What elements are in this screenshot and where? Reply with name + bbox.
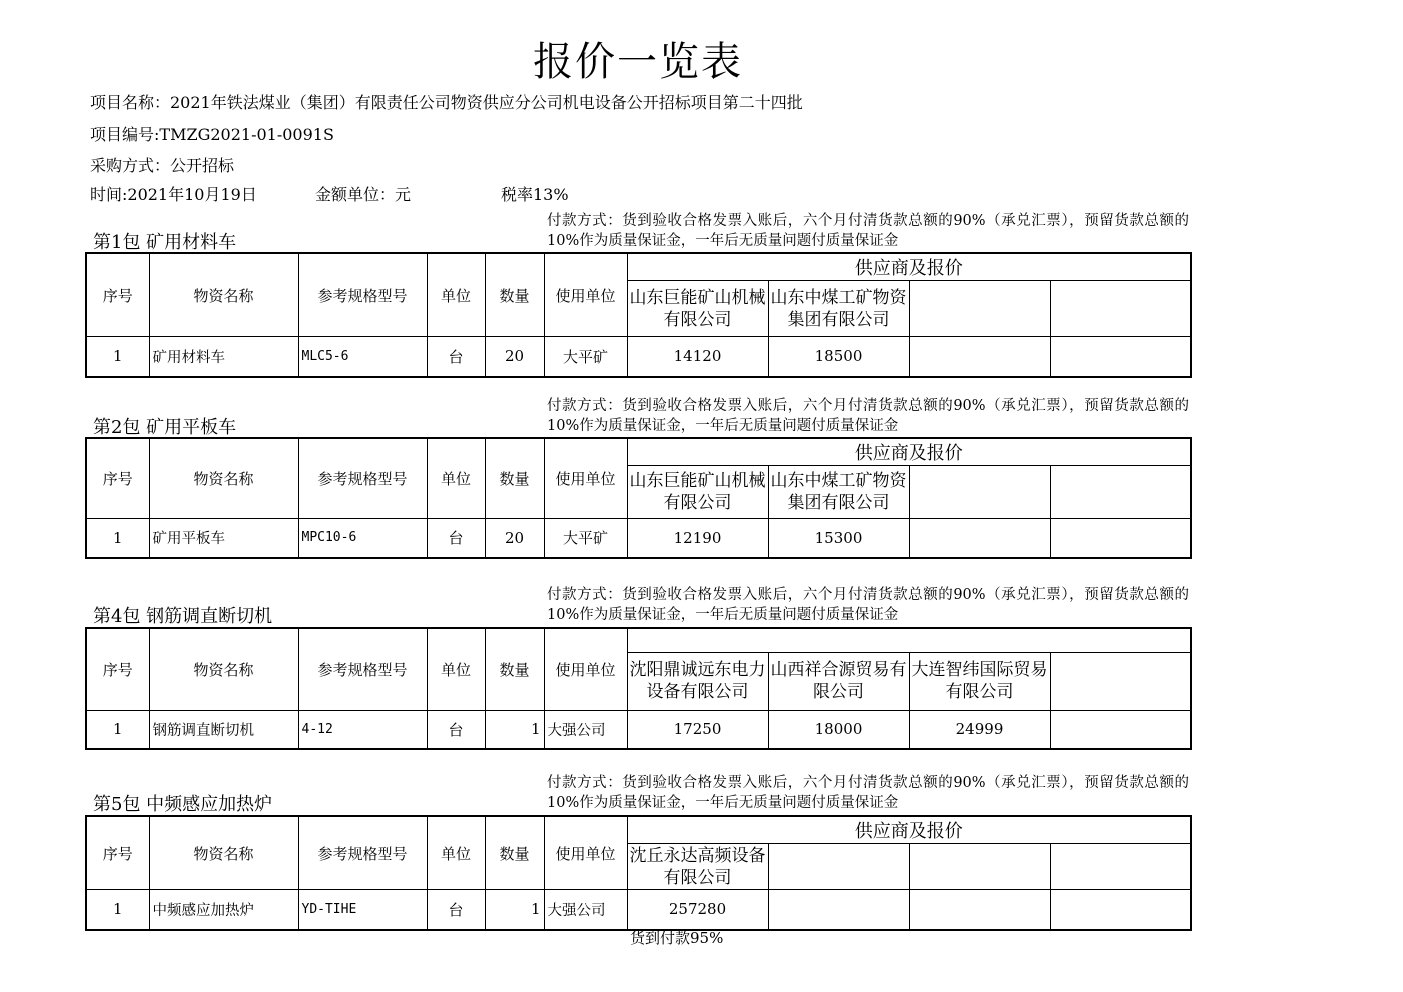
package-title: 第4包 钢筋调直断切机 (93, 606, 273, 627)
project-number: 项目编号:TMZG2021-01-0091S (90, 125, 334, 144)
cell-spec: MLC5-6 (298, 337, 427, 377)
cell-seq: 1 (86, 519, 149, 558)
supplier-name (1050, 466, 1191, 519)
header-name: 物资名称 (149, 438, 298, 519)
meta-row (90, 182, 569, 205)
cell-user: 大强公司 (544, 890, 627, 930)
header-user: 使用单位 (544, 253, 627, 337)
cell-unit: 台 (427, 337, 485, 377)
cell-unit: 台 (427, 519, 485, 558)
supplier-name: 沈丘永达高频设备有限公司 (627, 844, 768, 890)
footer-note: 货到付款95% (630, 929, 724, 947)
header-name: 物资名称 (149, 253, 298, 337)
currency-unit: 金额单位：元 (315, 185, 412, 204)
payment-terms: 付款方式：货到验收合格发票入账后，六个月付清货款总额的90%（承兑汇票），预留货款总额的10%作为质量保证金，一年后无质量问题付质量保证金 (547, 587, 1189, 623)
payment-terms: 付款方式：货到验收合格发票入账后，六个月付清货款总额的90%（承兑汇票），预留货款总额的10%作为质量保证金，一年后无质量问题付质量保证金 (547, 213, 1189, 249)
supplier-name (1050, 281, 1191, 337)
supplier-name: 沈阳鼎诚远东电力设备有限公司 (627, 652, 768, 710)
supplier-name (1050, 652, 1191, 710)
supplier-header: 供应商及报价 (627, 816, 1191, 844)
quote-table (85, 437, 1192, 559)
cell-spec: YD-TIHE (298, 890, 427, 930)
header-qty: 数量 (485, 253, 544, 337)
cell-name: 矿用平板车 (149, 519, 298, 558)
cell-name: 矿用材料车 (149, 337, 298, 377)
supplier-name: 山东中煤工矿物资集团有限公司 (768, 281, 909, 337)
cell-qty: 20 (485, 519, 544, 558)
header-spec: 参考规格型号 (298, 816, 427, 890)
header-user: 使用单位 (544, 628, 627, 710)
payment-terms: 付款方式：货到验收合格发票入账后，六个月付清货款总额的90%（承兑汇票），预留货款总额的10%作为质量保证金，一年后无质量问题付质量保证金 (547, 398, 1189, 434)
header-unit: 单位 (427, 438, 485, 519)
header-user: 使用单位 (544, 438, 627, 519)
supplier-name: 山东巨能矿山机械有限公司 (627, 466, 768, 519)
header-name: 物资名称 (149, 628, 298, 710)
header-seq: 序号 (86, 438, 149, 519)
cell-spec: 4-12 (298, 710, 427, 749)
table-row (86, 890, 1191, 930)
supplier-name: 山东巨能矿山机械有限公司 (627, 281, 768, 337)
cell-price (1050, 337, 1191, 377)
supplier-name (768, 844, 909, 890)
header-qty: 数量 (485, 816, 544, 890)
cell-price: 257280 (627, 890, 768, 930)
cell-seq: 1 (86, 710, 149, 749)
cell-price (768, 890, 909, 930)
cell-seq: 1 (86, 890, 149, 930)
cell-price: 12190 (627, 519, 768, 558)
tax-rate: 税率13% (501, 185, 569, 204)
cell-price: 14120 (627, 337, 768, 377)
header-seq: 序号 (86, 816, 149, 890)
cell-price: 18000 (768, 710, 909, 749)
header-name: 物资名称 (149, 816, 298, 890)
supplier-header: 供应商及报价 (627, 438, 1191, 466)
cell-user: 大平矿 (544, 519, 627, 558)
supplier-name (909, 844, 1050, 890)
cell-seq: 1 (86, 337, 149, 377)
package-title: 第1包 矿用材料车 (93, 232, 237, 253)
cell-name: 钢筋调直断切机 (149, 710, 298, 749)
cell-price (1050, 890, 1191, 930)
cell-unit: 台 (427, 890, 485, 930)
cell-price (1050, 710, 1191, 749)
cell-user: 大平矿 (544, 337, 627, 377)
header-user: 使用单位 (544, 816, 627, 890)
supplier-name: 山东中煤工矿物资集团有限公司 (768, 466, 909, 519)
supplier-header: 供应商及报价 (627, 253, 1191, 281)
header-seq: 序号 (86, 628, 149, 710)
header-spec: 参考规格型号 (298, 628, 427, 710)
quote-table (85, 815, 1192, 931)
cell-price: 17250 (627, 710, 768, 749)
supplier-name (909, 466, 1050, 519)
cell-price: 15300 (768, 519, 909, 558)
cell-qty: 1 (485, 710, 544, 749)
cell-price (1050, 519, 1191, 558)
quote-table (85, 627, 1192, 750)
supplier-name (1050, 844, 1191, 890)
cell-price: 18500 (768, 337, 909, 377)
cell-price (909, 337, 1050, 377)
project-name: 项目名称：2021年铁法煤业（集团）有限责任公司物资供应分公司机电设备公开招标项目第二十四批 (90, 93, 803, 112)
table-row (86, 519, 1191, 558)
supplier-name: 山西祥合源贸易有限公司 (768, 652, 909, 710)
header-seq: 序号 (86, 253, 149, 337)
cell-price: 24999 (909, 710, 1050, 749)
package-title: 第5包 中频感应加热炉 (93, 794, 273, 815)
header-qty: 数量 (485, 438, 544, 519)
header-unit: 单位 (427, 253, 485, 337)
cell-unit: 台 (427, 710, 485, 749)
cell-price (909, 890, 1050, 930)
cell-user: 大强公司 (544, 710, 627, 749)
package-title: 第2包 矿用平板车 (93, 417, 237, 438)
header-spec: 参考规格型号 (298, 438, 427, 519)
supplier-name (909, 281, 1050, 337)
table-row (86, 337, 1191, 377)
supplier-header (627, 628, 1191, 652)
header-qty: 数量 (485, 628, 544, 710)
cell-qty: 20 (485, 337, 544, 377)
cell-qty: 1 (485, 890, 544, 930)
table-row (86, 710, 1191, 749)
cell-spec: MPC10-6 (298, 519, 427, 558)
page-title: 报价一览表 (533, 39, 743, 85)
cell-price (909, 519, 1050, 558)
header-unit: 单位 (427, 628, 485, 710)
payment-terms: 付款方式：货到验收合格发票入账后，六个月付清货款总额的90%（承兑汇票），预留货款总额的10%作为质量保证金，一年后无质量问题付质量保证金 (547, 775, 1189, 811)
date: 时间:2021年10月19日 (90, 185, 257, 204)
procurement-method: 采购方式：公开招标 (90, 156, 235, 175)
header-spec: 参考规格型号 (298, 253, 427, 337)
quote-table (85, 252, 1192, 378)
supplier-name: 大连智纬国际贸易有限公司 (909, 652, 1050, 710)
header-unit: 单位 (427, 816, 485, 890)
cell-name: 中频感应加热炉 (149, 890, 298, 930)
